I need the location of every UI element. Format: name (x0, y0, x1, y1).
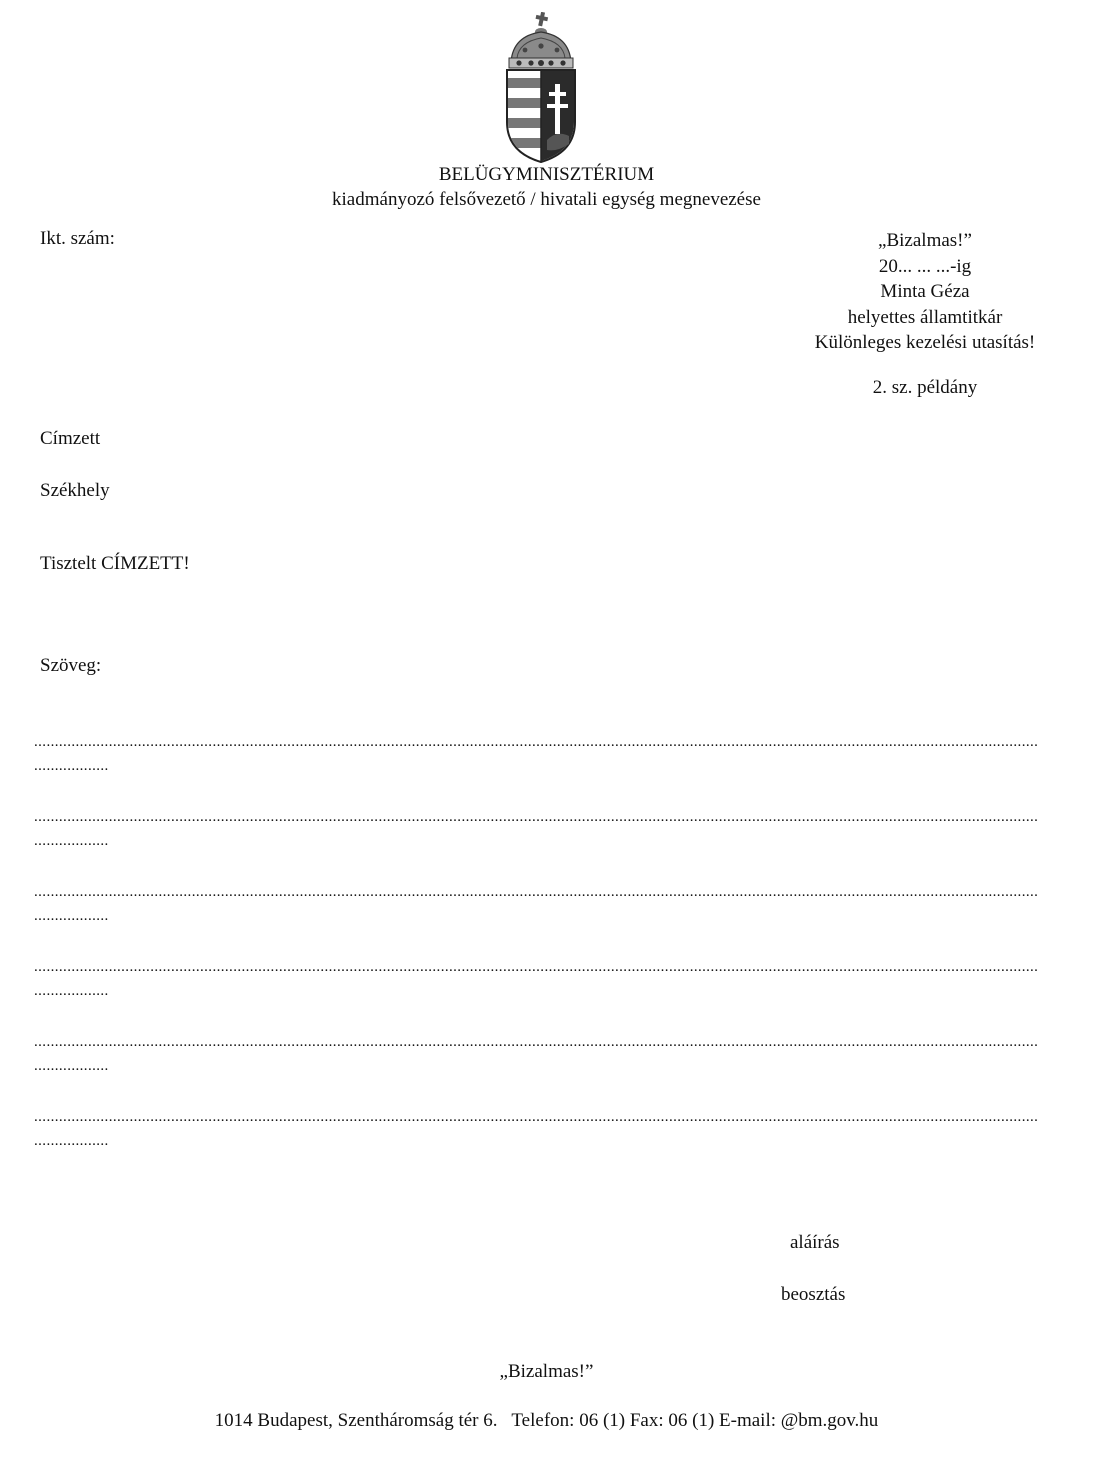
classification-block (760, 228, 1090, 356)
dotted-line-block (34, 880, 1072, 955)
dotted-line-block (34, 955, 1072, 1030)
validity-date: 20... ... ...-ig (878, 255, 972, 277)
recipient-seat: Székhely (40, 480, 110, 501)
dotted-line-short: .................. (34, 1133, 109, 1149)
signature-label: aláírás (790, 1232, 840, 1253)
dotted-line: .................................................................................................................................................................................................................................................. (34, 1034, 1039, 1050)
salutation: Tisztelt CÍMZETT! (40, 553, 190, 574)
authority-title: helyettes államtitkár (847, 306, 1003, 328)
authority-name: Minta Géza (880, 281, 970, 302)
registry-number-label: Ikt. szám: (40, 228, 115, 249)
issuing-unit: kiadmányozó felsővezető / hivatali egység megnevezése (332, 189, 761, 210)
dotted-line-block (34, 1030, 1072, 1105)
dotted-line: .................................................................................................................................................................................................................................................. (34, 809, 1039, 825)
hungarian-coat-of-arms-icon (503, 12, 579, 164)
dotted-line: .................................................................................................................................................................................................................................................. (34, 1109, 1039, 1125)
dotted-line-short: .................. (34, 833, 109, 849)
classification-label: „Bizalmas!” (878, 230, 972, 251)
handling-instruction: Különleges kezelési utasítás! (814, 332, 1036, 353)
dotted-line-short: .................. (34, 1058, 109, 1074)
dotted-lines (34, 730, 1072, 1180)
dotted-line-short: .................. (34, 983, 109, 999)
ministry-title: BELÜGYMINISZTÉRIUM (438, 164, 655, 185)
copy-number: 2. sz. példány (872, 377, 978, 398)
footer-classification: „Bizalmas!” (499, 1361, 594, 1382)
dotted-line-block (34, 730, 1072, 805)
footer-address: 1014 Budapest, Szentháromság tér 6. Telefon: 06 (1) Fax: 06 (1) E-mail: @bm.gov.hu (214, 1410, 879, 1431)
dotted-line-block (34, 1105, 1072, 1180)
dotted-line-block (34, 805, 1072, 880)
dotted-line-short: .................. (34, 758, 109, 774)
text-label: Szöveg: (40, 655, 102, 676)
position-label: beosztás (781, 1284, 846, 1305)
dotted-line: .................................................................................................................................................................................................................................................. (34, 884, 1039, 900)
dotted-line: .................................................................................................................................................................................................................................................. (34, 734, 1039, 750)
dotted-line-short: .................. (34, 908, 109, 924)
dotted-line: .................................................................................................................................................................................................................................................. (34, 959, 1039, 975)
recipient-name: Címzett (40, 428, 101, 449)
